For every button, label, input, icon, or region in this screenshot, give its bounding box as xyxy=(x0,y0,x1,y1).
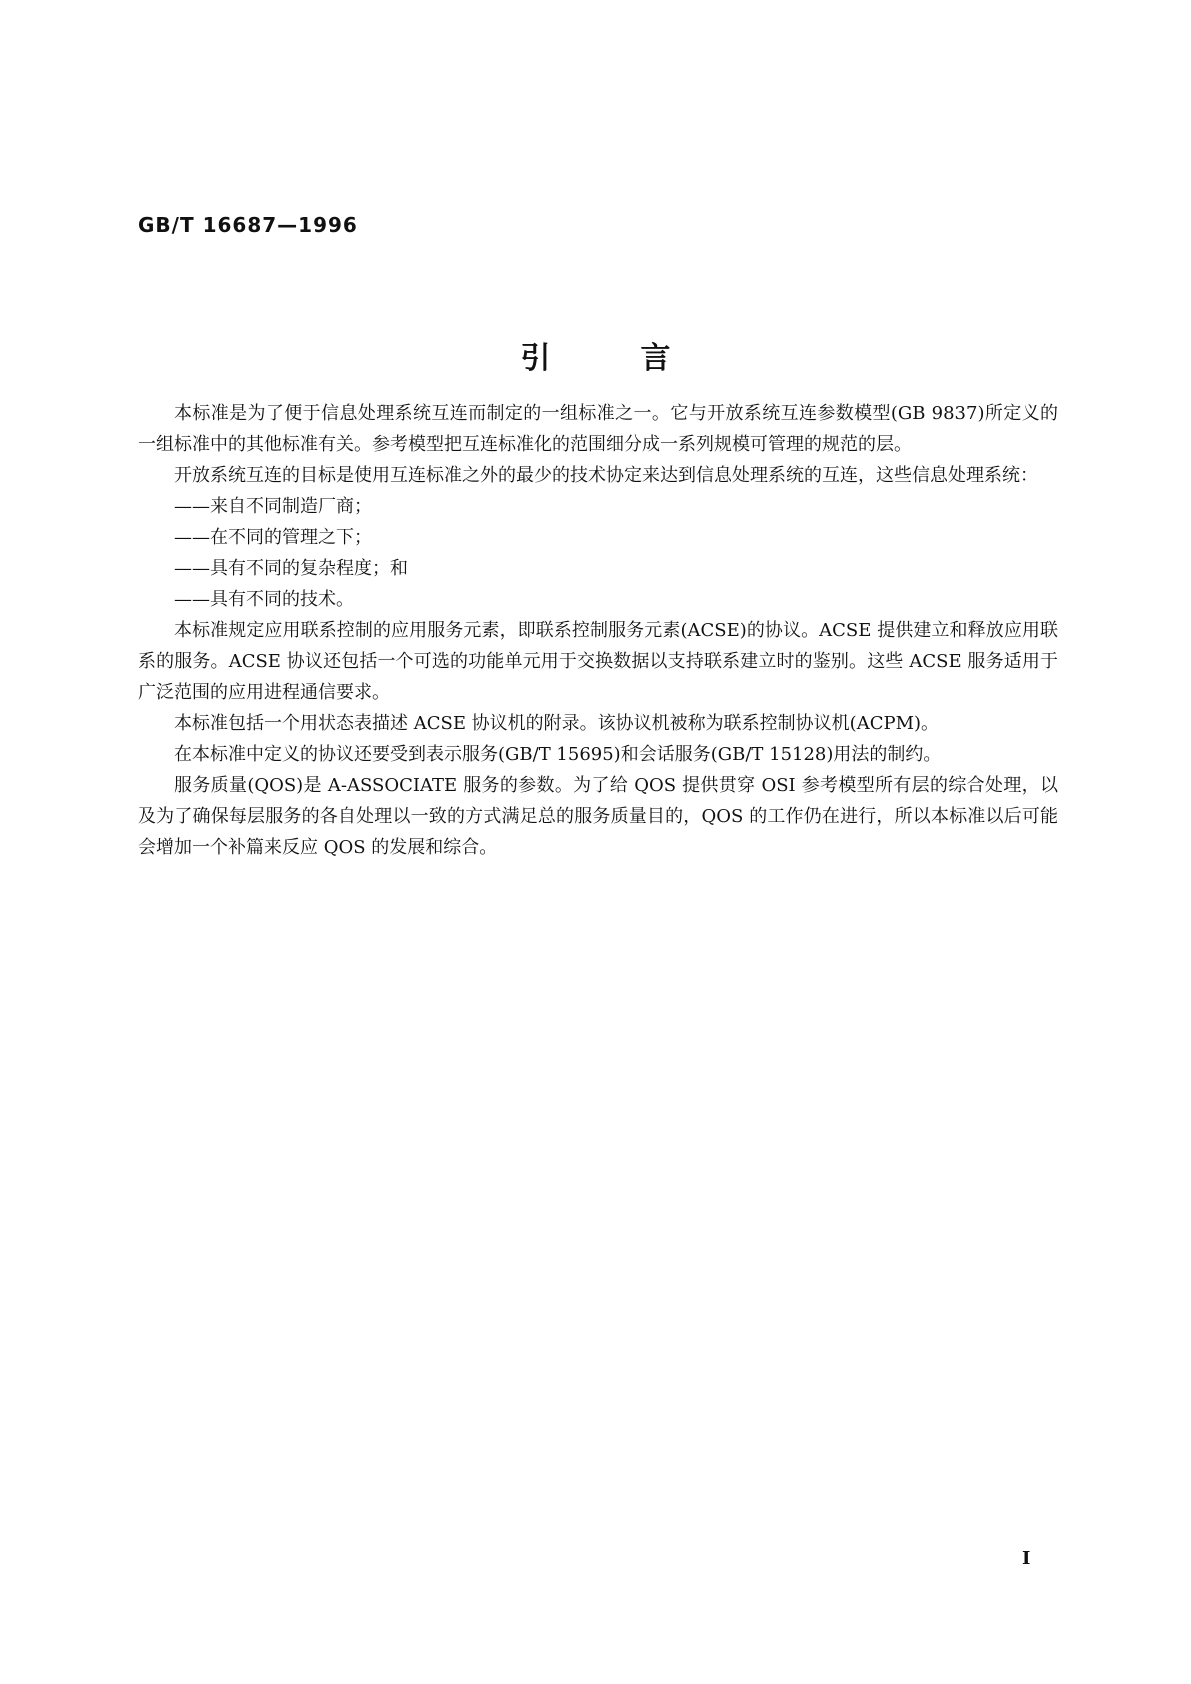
list-item: ——来自不同制造厂商； xyxy=(174,496,372,517)
standard-number: GB/T 16687—1996 xyxy=(138,213,358,237)
paragraph: 在本标准中定义的协议还要受到表示服务(GB/T 15695)和会话服务(GB/T 15128)用法的制约。 xyxy=(174,744,942,765)
title-char-1: 引 xyxy=(520,341,551,376)
list-item: ——在不同的管理之下； xyxy=(174,527,372,548)
paragraph: 本标准规定应用联系控制的应用服务元素，即联系控制服务元素(ACSE)的协议。ACSE 提供建立和释放应用联系的服务。ACSE 协议还包括一个可选的功能单元用于交换数据以支持联系建立时的鉴别。这些 ACSE 服务适用于广泛范围的应用进程通信要求。 xyxy=(138,620,1058,703)
list-item: ——具有不同的技术。 xyxy=(174,589,354,610)
paragraph: 开放系统互连的目标是使用互连标准之外的最少的技术协定来达到信息处理系统的互连，这些信息处理系统： xyxy=(174,465,1038,486)
paragraph: 本标准包括一个用状态表描述 ACSE 协议机的附录。该协议机被称为联系控制协议机(ACPM)。 xyxy=(174,713,940,734)
page-number: Ⅰ xyxy=(1022,1548,1031,1569)
page-title xyxy=(0,333,1191,377)
document-body xyxy=(138,398,1058,863)
title-char-2: 言 xyxy=(640,341,671,376)
paragraph: 服务质量(QOS)是 A-ASSOCIATE 服务的参数。为了给 QOS 提供贯穿 OSI 参考模型所有层的综合处理，以及为了确保每层服务的各自处理以一致的方式满足总的服务质量目的，QOS 的工作仍在进行，所以本标准以后可能会增加一个补篇来反应 QOS 的发展和综合。 xyxy=(138,775,1058,858)
paragraph: 本标准是为了便于信息处理系统互连而制定的一组标准之一。它与开放系统互连参数模型(GB 9837)所定义的一组标准中的其他标准有关。参考模型把互连标准化的范围细分成一系列规模可管理的规范的层。 xyxy=(138,403,1058,455)
list-item: ——具有不同的复杂程度；和 xyxy=(174,558,408,579)
